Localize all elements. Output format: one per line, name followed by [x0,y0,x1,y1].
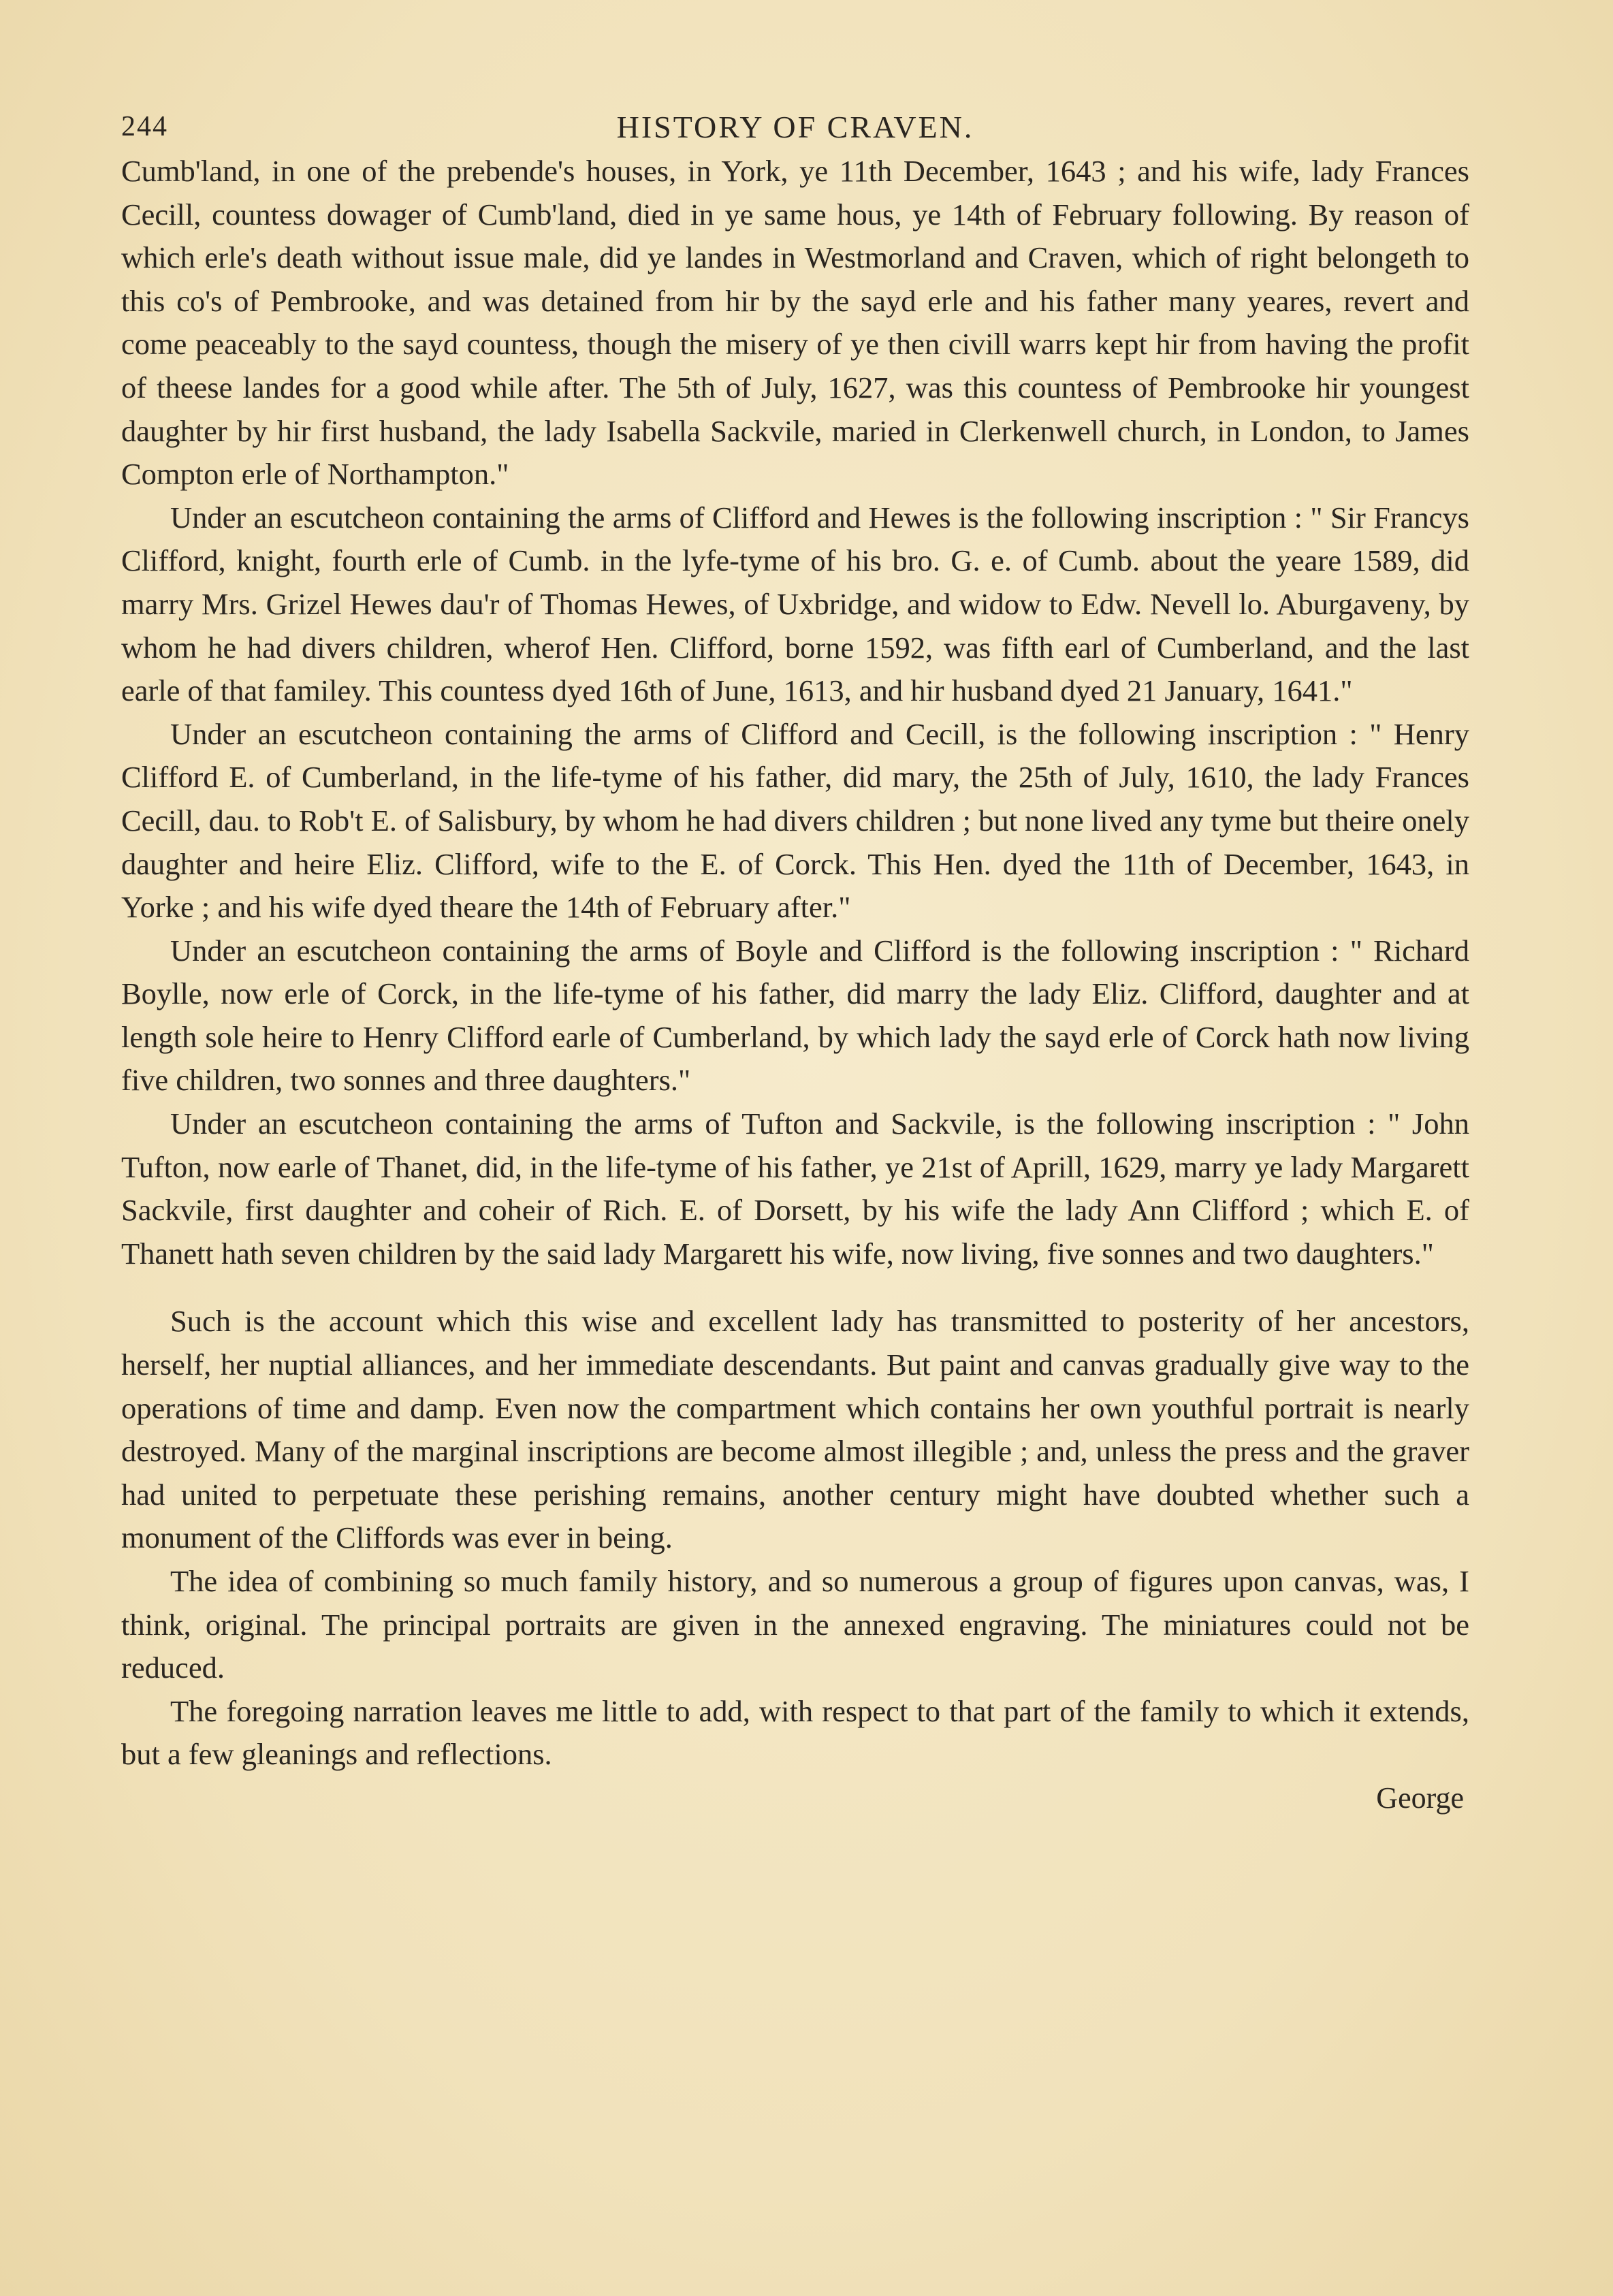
paragraph-idea: The idea of combining so much family history, and so numerous a group of figures upon canvas, was, I think, original. The principal portraits are given in the annexed engraving. The miniatures could not be reduced. [121,1564,1469,1685]
paragraph-tufton-sackvile-inscription: Under an escutcheon containing the arms of Tufton and Sackvile, is the following inscription : " John Tufton, now earle of Thanet, did, in the life-tyme of his father, ye 21st of Aprill, 1629, marry ye lady Margarett Sackvile, first daughter and coheir of Rich. E. of Dorsett, by his wife the lady Ann Clifford ; which E. of Thanett hath seven children by the said lady Margarett his wife, now living, five sonnes and two daughters." [121,1106,1469,1271]
paragraph-account: Such is the account which this wise and excellent lady has transmitted to posterity of her ancestors, herself, her nuptial alliances, and her immediate descendants. But paint and canvas gradually give way to the operations of time and damp. Even now the compartment which contains her own youthful portrait is nearly destroyed. Many of the marginal inscriptions are become almost illegible ; and, unless the press and the graver had united to perpetuate these perishing remains, another century might have doubted whether such a monument of the Cliffords was ever in being. [121,1304,1469,1555]
running-title: HISTORY OF CRAVEN. [616,110,974,144]
book-page [121,102,1469,1815]
body-text [121,150,1469,1776]
page-number: 244 [121,111,168,142]
paragraph-continuation: Cumb'land, in one of the prebende's houses, in York, ye 11th December, 1643 ; and his wife, lady Frances Cecill, countess dowager of Cumb'land, died in ye same hous, ye 14th of February following. By reason of which erle's death without issue male, did ye landes in Westmorland and Craven, which of right belongeth to this co's of Pembrooke, and was detained from hir by the sayd erle and his father many yeares, revert and come peaceably to the sayd countess, though the misery of ye then civill warrs kept hir from having the profit of theese landes for a good while after. The 5th of July, 1627, was this countess of Pembrooke hir youngest daughter by hir first husband, the lady Isabella Sackvile, maried in Clerkenwell church, in London, to James Compton erle of Northampton." [121,154,1469,492]
paragraph-foregoing: The foregoing narration leaves me little to add, with respect to that part of the family to which it extends, but a few gleanings and reflections. [121,1693,1469,1772]
paragraph-clifford-hewes-inscription: Under an escutcheon containing the arms of Clifford and Hewes is the following inscription : " Sir Francys Clifford, knight, fourth erle of Cumb. in the lyfe-tyme of his bro. G. e. of Cumb. about the yeare 1589, did marry Mrs. Grizel Hewes dau'r of Thomas Hewes, of Uxbridge, and widow to Edw. Nevell lo. Aburgaveny, by whom he had divers children, wherof Hen. Clifford, borne 1592, was fifth earl of Cumberland, and the last earle of that familey. This countess dyed 16th of June, 1613, and hir husband dyed 21 January, 1641." [121,500,1469,708]
catchword: George [1376,1781,1464,1815]
paragraph-clifford-cecill-inscription: Under an escutcheon containing the arms of Clifford and Cecill, is the following inscription : " Henry Clifford E. of Cumberland, in the life-tyme of his father, did mary, the 25th of July, 1610, the lady Frances Cecill, dau. to Rob't E. of Salisbury, by whom he had divers children ; but none lived any tyme but theire onely daughter and heire Eliz. Clifford, wife to the E. of Corck. This Hen. dyed the 11th of December, 1643, in Yorke ; and his wife dyed theare the 14th of February after." [121,716,1469,925]
paragraph-boyle-clifford-inscription: Under an escutcheon containing the arms of Boyle and Clifford is the following inscription : " Richard Boylle, now erle of Corck, in the life-tyme of his father, did marry the lady Eliz. Clifford, daughter and at length sole heire to Henry Clifford earle of Cumberland, by which lady the sayd erle of Corck hath now living five children, two sonnes and three daughters." [121,933,1469,1098]
page-header [121,102,1469,150]
